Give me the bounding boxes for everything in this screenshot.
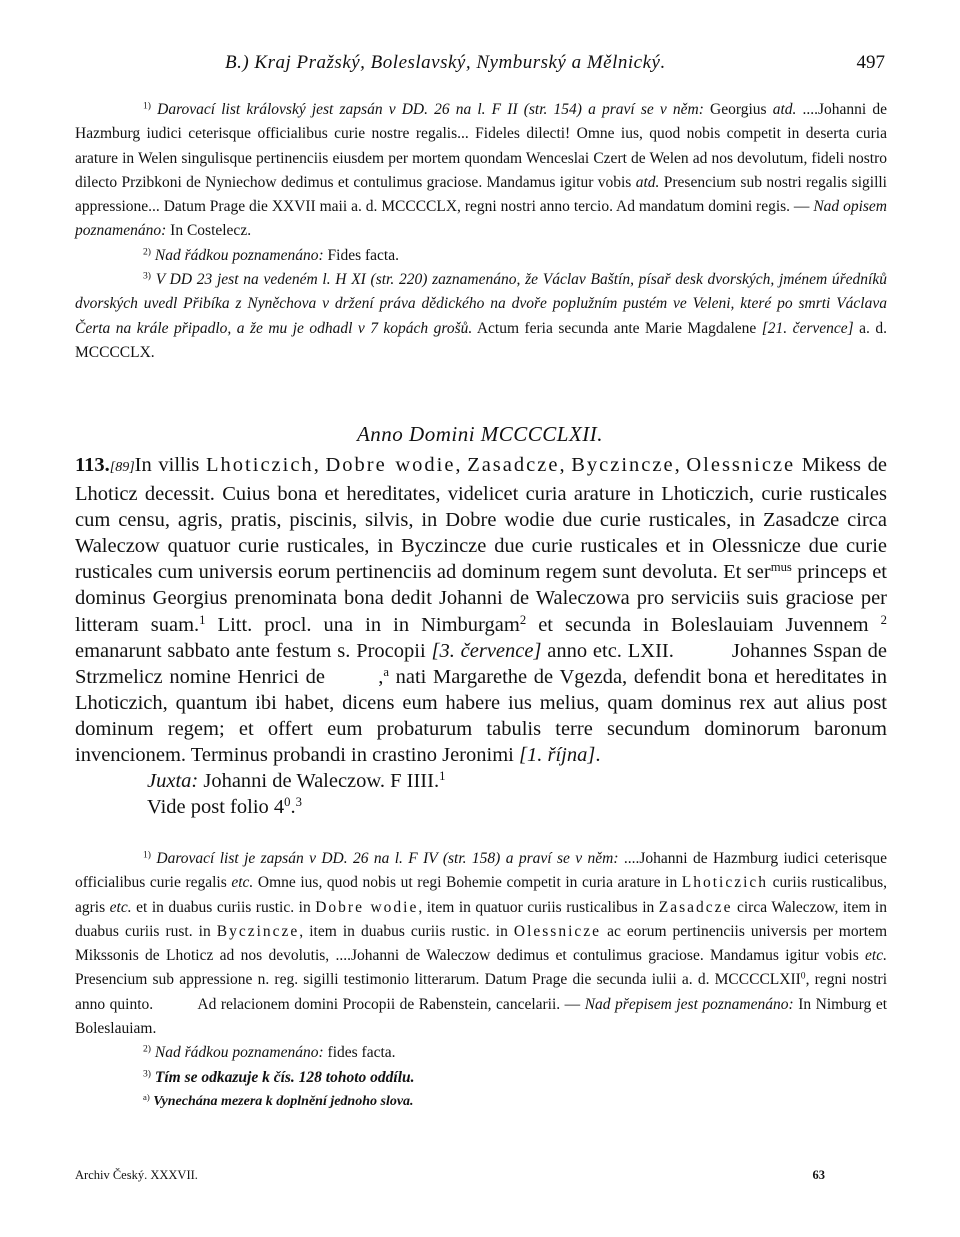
footnote-ref: 2 xyxy=(519,612,527,627)
footnote-mark: 2) xyxy=(143,246,151,258)
place-name: Lhoticzich xyxy=(206,454,314,476)
footnote-ref: 3 xyxy=(295,795,302,810)
abbrev: atd. xyxy=(772,101,797,118)
footnote-1-top xyxy=(75,98,887,244)
vide-line xyxy=(75,794,887,820)
year-heading: Anno Domini MCCCCLXII. xyxy=(356,422,604,446)
running-header xyxy=(75,52,885,80)
date-note: [1. října] xyxy=(518,744,596,767)
abbrev: etc. xyxy=(109,898,132,916)
text-run: Georgius xyxy=(703,101,773,118)
superscript: mus xyxy=(770,560,792,575)
place-name: Lhoticzich xyxy=(681,874,769,892)
abbrev: etc. xyxy=(231,874,254,892)
footnote-ref: 2 xyxy=(880,612,887,627)
text-run: princeps et dominus Georgius prenominata bona dedit Johanni de Waleczowa pro serviciis suis graciose per litteram suam. xyxy=(75,561,887,636)
date-note: [21. července] xyxy=(761,319,854,337)
footnote-ref: a xyxy=(383,664,389,679)
text-run: nati Margarethe de Vgezda, defendit bona et hereditates in Lhoticzich, quantum ibi habet, dicens eum habere ius melius, quam dominus rex aut alius post dominum regem; et offert eum probaturum tabulis terre secundum dominorum baronum invencionem. Terminus probandi in crastino Jeronimi xyxy=(75,665,887,767)
text-run: , xyxy=(674,454,687,476)
place-name: Olessnicze xyxy=(686,454,796,476)
text-run: anno etc. LXII. Johannes Sspan de Strzmelicz nomine Henrici de , xyxy=(75,639,893,688)
footnote-3-top xyxy=(75,268,887,365)
text-run: ....Johanni de Hazmburg iudici ceterisque officialibus curie nostre regalis... Fideles dilecti! Omne ius, quod nobis competit in deserta curia arature in Welen singulisque pertinenciis eiusdem per mortem quondam Wenceslai Czert de Welen ad nos devolutum, fideli nostro dilecto Przibkoni de Nyniechow dedimus et contulimus graciose. Mandamus igitur vobis xyxy=(75,101,888,191)
footnote-mark: 2) xyxy=(143,1044,151,1056)
text-run: , xyxy=(455,454,468,476)
place-name: Zasadcze xyxy=(658,898,733,916)
place-name: Dobre wodie xyxy=(315,898,419,916)
footnote-3-bottom xyxy=(75,1066,887,1090)
footnote-mark: a) xyxy=(143,1092,150,1103)
footnote-2-top xyxy=(75,244,887,268)
superscript: 0 xyxy=(284,795,291,810)
text-run: , xyxy=(313,454,326,476)
entry-113 xyxy=(75,452,893,820)
footnote-mark: 3) xyxy=(143,270,151,282)
text-run: In villis xyxy=(134,454,207,476)
text-run: et in duabus curiis rustic. in xyxy=(131,898,316,916)
abbrev: atd. xyxy=(635,173,660,191)
text-run: Mikess de Lhoticz decessit. Cuius bona et hereditates, videlicet curia arature in Lhoticzich, curie rusticales cum censu, agris, pratis, piscinis, silvis, in Dobre wodie due curie rusticales, in Zasadcze circa Waleczow quatuor curie rusticales, in Byczincze due curie rusticales et in Olessnicze due curie rusticales cum universis eorum pertinenciis ad dominum regem sunt devoluta. Et ser xyxy=(75,454,887,584)
footnote-1-bottom xyxy=(75,847,891,1041)
text-run: Actum feria secunda ante Marie Magdalene xyxy=(472,319,762,337)
editor-note: Nad přepisem jest poznamenáno: xyxy=(584,995,794,1013)
footnotes-top xyxy=(75,98,887,365)
text-run: Fides facta. xyxy=(323,246,399,264)
text-run: , xyxy=(559,454,572,476)
footer-signature: 63 xyxy=(812,1168,825,1182)
text-run: , item in quatuor curiis rusticalibus in xyxy=(418,898,659,916)
text-run: a. d. MCCCCLX. xyxy=(75,319,888,361)
editor-note: Darovací list je zapsán v DD. 26 na l. F IV (str. 158) a praví se v něm: xyxy=(156,850,619,867)
editor-note: Nad řádkou poznamenáno: xyxy=(154,1044,324,1062)
text-run: . xyxy=(290,796,296,819)
entry-ref: [89] xyxy=(109,460,135,475)
juxta-label: Juxta: xyxy=(147,770,199,793)
place-name: Zasadcze xyxy=(467,454,560,476)
entry-number: 113. xyxy=(75,454,110,476)
footnote-2-bottom xyxy=(75,1041,887,1065)
footnote-mark: 3) xyxy=(143,1068,151,1080)
text-run: et secunda in Boleslauiam Juvennem xyxy=(526,613,881,636)
editor-note: V DD 23 jest na vedeném l. H XI (str. 220) zaznamenáno, že Václav Baštín, písař desk dvorských, jménem úředníků dvorských uvedl Přibíka z Nyněchova v držení práva dědického na dvoře poplužním pustém ve Veleni, které po smrti Václava Čerta na krále připadlo, a že mu je odhadl v 7 kopách grošů. xyxy=(75,271,887,337)
place-name: Byczincze xyxy=(571,454,675,476)
text-run: Presencium sub nostri regalis sigilli appressione... Datum Prage die XXVII maii a. d. MCCCCLX, regni nostri anno tercio. Ad mandatum domini regis. — xyxy=(75,173,887,216)
text-run: Omne ius, quod nobis ut regi Bohemie competit in curia arature in xyxy=(253,874,682,892)
editor-note: Nad řádkou poznamenáno: xyxy=(154,246,324,264)
text-run: Presencium sub appressione n. reg. sigilli testimonio litterarum. Datum Prage die secunda iulii a. d. MCCCCLXII xyxy=(75,971,801,989)
editor-note: Darovací list královský jest zapsán v DD. 26 na l. F II (str. 154) a praví se v něm: xyxy=(157,101,704,118)
footer-series: Archiv Český. XXXVII. xyxy=(75,1168,198,1182)
juxta-line xyxy=(75,768,887,794)
editor-note: Tím se odkazuje k čís. 128 tohoto oddílu. xyxy=(154,1068,415,1086)
text-run: , regni nostri anno quinto. Ad relacionem domini Procopii de Rabenstein, cancelarii. — xyxy=(75,971,891,1013)
footnotes-bottom xyxy=(75,847,891,1114)
text-run: circa Waleczow, item in duabus curiis rust. in xyxy=(75,898,887,940)
superscript: 0 xyxy=(800,971,806,983)
page-number: 497 xyxy=(856,52,885,73)
text-run: Vide post folio 4 xyxy=(147,796,285,819)
text-run: , item in duabus curiis rustic. in xyxy=(299,922,514,940)
footnote-ref: 1 xyxy=(439,769,446,784)
footnote-mark: 1) xyxy=(143,849,151,861)
text-run: emanarunt sabbato ante festum s. Procopii xyxy=(75,639,432,662)
header-title: B.) Kraj Pražský, Boleslavský, Nymburský a Mělnický. xyxy=(225,52,666,73)
text-run: In Costelecz. xyxy=(166,222,252,240)
abbrev: etc. xyxy=(865,947,887,965)
footnote-ref: 1 xyxy=(199,612,206,627)
place-name: Olessnicze xyxy=(513,922,602,940)
text-run: ....Johanni de Hazmburg iudici ceterisque officialibus curie regalis xyxy=(75,850,888,892)
place-name: Byczincze xyxy=(216,922,300,940)
text-run: fides facta. xyxy=(323,1044,396,1062)
text-run: ac eorum pertinenciis universis per mortem Mikssonis de Lhoticz ad nos devolutis, ....Johanni de Waleczow dedimus et contulimus graciose. Mandamus igitur vobis xyxy=(75,922,887,965)
footnote-mark: 1) xyxy=(143,100,151,112)
editor-note: Vynechána mezera k doplnění jednoho slova. xyxy=(153,1093,414,1109)
text-run: . xyxy=(595,744,601,767)
text-run: Litt. procl. una in in Nimburgam xyxy=(205,613,520,636)
text-run: In Nimburg et Boleslauiam. xyxy=(75,995,888,1038)
text-run: Johanni de Waleczow. F IIII. xyxy=(198,770,440,793)
place-name: Dobre wodie xyxy=(325,454,456,476)
footnote-a-bottom xyxy=(75,1090,887,1114)
date-note: [3. července] xyxy=(431,639,542,662)
text-run: curiis rusticalibus, agris xyxy=(75,874,887,916)
editor-note: Nad opisem poznamenáno: xyxy=(75,198,887,240)
entry-body xyxy=(75,452,893,768)
